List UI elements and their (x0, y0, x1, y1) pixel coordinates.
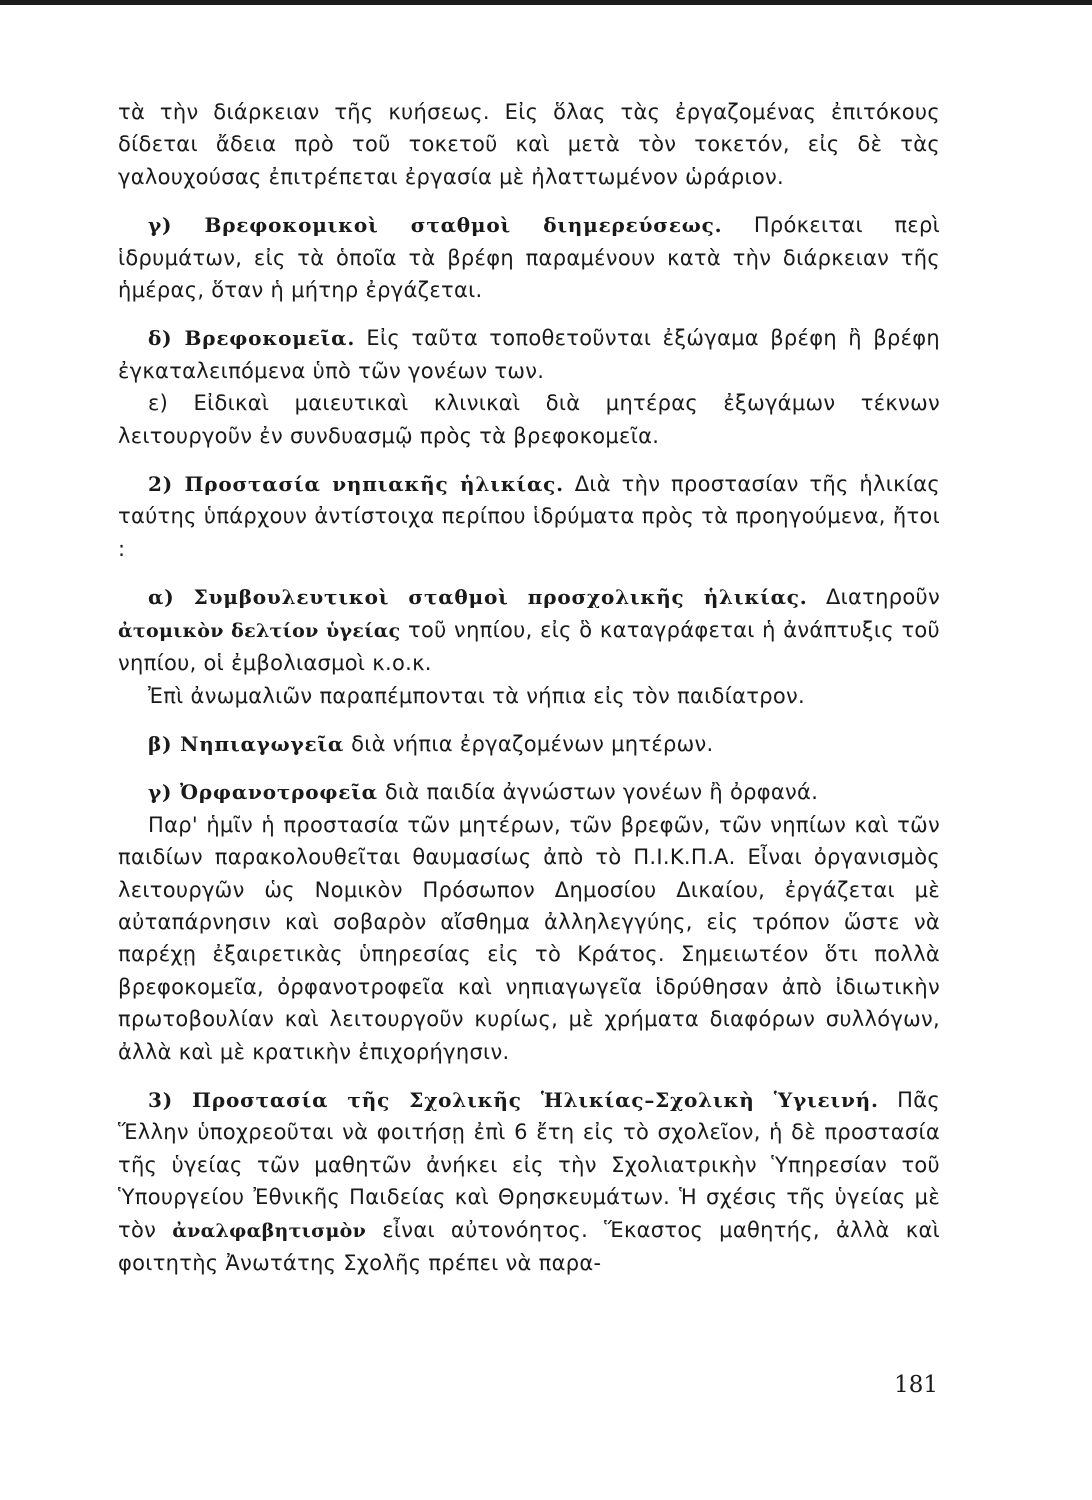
paragraph-text: διὰ νήπια ἐργαζομένων μητέρων. (344, 731, 714, 756)
section-heading-kindergartens: β) Νηπιαγωγεῖα (148, 731, 345, 756)
paragraph-text: εἶναι αὐτονόητος. Ἕκαστος μαθητής, ἀλλὰ καὶ φοιτητὴς Ἀνωτάτης Σχολῆς πρέπει νὰ παρα- (118, 1217, 940, 1275)
paragraph-text: Εἰς ταῦτα τοποθετοῦνται ἐξώγαμα βρέφη ἢ βρέφη ἐγκαταλειπόμενα ὑπὸ τῶν γονέων των. (118, 326, 940, 383)
paragraph-text: διὰ παιδία ἀγνώστων γονέων ἢ ὀρφανά. (377, 780, 819, 805)
section-heading-school-hygiene: 3) Προστασία τῆς Σχολικῆς Ἡλικίας–Σχολικὴ Ὑγιεινή. (148, 1087, 879, 1112)
page-number: 181 (894, 1372, 938, 1398)
paragraph-text: Ἐπὶ ἀνωμαλιῶν παραπέμπονται τὰ νήπια εἰς τὸν παιδίατρον. (148, 683, 805, 708)
section-heading-day-nurseries: γ) Βρεφοκομικοὶ σταθμοὶ διημερεύσεως. (148, 213, 723, 238)
paragraph-text: τὰ τὴν διάρκειαν τῆς κυήσεως. Εἰς ὅλας τὰς ἐργαζομένας ἐπιτόκους δίδεται ἄδεια πρὸ τοῦ τοκετοῦ καὶ μετὰ τὸν τοκετόν, εἰς δὲ τὰς γαλουχούσας ἐπιτρέπεται ἐργασία μὲ ἠλαττωμένον ὡράριον. (118, 100, 940, 189)
section-heading-infant-age: 2) Προστασία νηπιακῆς ἡλικίας. (148, 472, 564, 497)
paragraph-pregnancy-leave (118, 96, 940, 193)
paragraph-day-nurseries (118, 209, 940, 306)
paragraph-text: Πρόκειται περὶ ἱδρυμάτων, εἰς τὰ ὁποῖα τὰ βρέφη παραμένουν κατὰ τὴν διάρκειαν τῆς ἡμέρας, ὅταν ἡ μήτηρ ἐργάζεται. (118, 213, 940, 303)
paragraph-text: Πᾶς Ἕλλην ὑποχρεοῦται νὰ φοιτήσῃ ἐπὶ 6 ἔτη εἰς τὸ σχολεῖον, ἡ δὲ προστασία τῆς ὑγείας τῶν μαθητῶν ἀνήκει εἰς τὴν Σχολιατρικὴν Ὑπηρεσίαν τοῦ Ὑπουργείου Ἐθνικῆς Παιδείας καὶ Θρησκευμάτων. Ἡ σχέσις τῆς ὑγείας μὲ τὸν (118, 1087, 940, 1242)
emphasis-illiteracy: ἀναλφαβητισμὸν (172, 1219, 367, 1242)
paragraph-text: Παρ' ἡμῖν ἡ προστασία τῶν μητέρων, τῶν βρεφῶν, τῶν νηπίων καὶ τῶν παιδίων παρακολουθεῖται θαυμασίως ἀπὸ τὸ Π.Ι.Κ.Π.Α. Εἶναι ὀργανισμὸς λειτουργῶν ὡς Νομικὸν Πρόσωπον Δημοσίου Δικαίου, ἐργάζεται μὲ αὐταπάρνησιν καὶ σοβαρὸν αἴσθημα ἀλληλεγγύης, εἰς τρόπον ὥστε νὰ παρέχῃ ἐξαιρετικὰς ὑπηρεσίας εἰς τὸ Κράτος. Σημειωτέον ὅτι πολλὰ βρεφοκομεῖα, ὀρφανοτροφεῖα καὶ νηπιαγωγεῖα ἱδρύθησαν ἀπὸ ἰδιωτικὴν πρωτοβουλίαν καὶ λειτουργοῦν κυρίως, μὲ χρήματα διαφόρων συλλόγων, ἀλλὰ καὶ μὲ κρατικὴν ἐπιχορήγησιν. (118, 812, 940, 1064)
section-heading-preschool-stations: α) Συμβουλευτικοὶ σταθμοὶ προσχολικῆς ἡλικίας. (148, 585, 808, 610)
section-heading-foundling-homes: δ) Βρεφοκομεῖα. (148, 326, 356, 351)
emphasis-health-record: ἀτομικὸν δελτίον ὑγείας (118, 619, 401, 642)
paragraph-maternity-clinics (118, 387, 940, 452)
paragraph-text: Διατηροῦν (807, 585, 940, 610)
paragraph-pediatrician-referral (118, 680, 940, 712)
page-body (118, 96, 940, 1279)
paragraph-text: Διὰ τὴν προστασίαν τῆς ἡλικίας ταύτης ὑπάρχουν ἀντίστοιχα περίπου ἱδρύματα πρὸς τὰ προηγούμενα, ἤτοι : (118, 472, 940, 561)
paragraph-orphanages (118, 776, 940, 808)
paragraph-preschool-stations (118, 581, 940, 679)
page-top-edge (0, 0, 1092, 5)
paragraph-foundling-homes (118, 322, 940, 387)
section-heading-orphanages: γ) Ὀρφανοτροφεῖα (148, 780, 378, 805)
paragraph-text: ε) Εἰδικαὶ μαιευτικαὶ κλινικαὶ διὰ μητέρας ἐξωγάμων τέκνων λειτουργοῦν ἐν συνδυασμῷ πρὸς τὰ βρεφοκομεῖα. (118, 391, 940, 448)
paragraph-infant-age-protection (118, 468, 940, 565)
paragraph-text: τοῦ νηπίου, εἰς ὃ καταγράφεται ἡ ἀνάπτυξις τοῦ νηπίου, οἱ ἐμβολιασμοὶ κ.ο.κ. (118, 617, 940, 676)
paragraph-kindergartens (118, 728, 940, 760)
paragraph-school-hygiene (118, 1084, 940, 1279)
paragraph-pikpa (118, 809, 940, 1068)
